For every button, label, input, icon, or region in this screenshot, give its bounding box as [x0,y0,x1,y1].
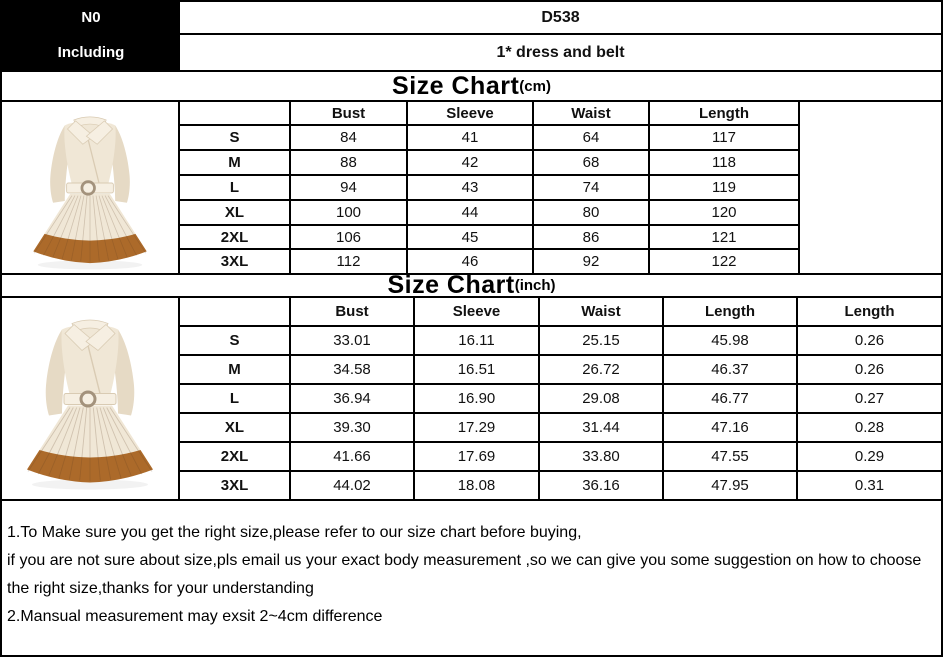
table-header-row [180,102,799,125]
cell-value: 43 [407,175,533,200]
product-no-row [2,2,941,35]
cell-value: 36.16 [539,471,663,499]
size-table-cm [180,102,800,273]
product-including-row [2,35,941,72]
cell-value: 118 [649,150,799,175]
size-chart-inch-section [2,298,941,499]
cell-value: 119 [649,175,799,200]
cell-value: 86 [533,225,649,250]
col-header-waist: Waist [533,102,649,125]
table-row [180,225,799,250]
cell-value: 16.11 [414,326,539,355]
size-label: M [180,150,290,175]
cell-value: 33.80 [539,442,663,471]
cell-value: 42 [407,150,533,175]
cell-value: 117 [649,125,799,150]
table-row [180,150,799,175]
cell-value: 121 [649,225,799,250]
size-label: 2XL [180,225,290,250]
size-label: L [180,384,290,413]
cell-value: 31.44 [539,413,663,442]
size-chart-inch-title-text: Size Chart [387,271,515,299]
including-label-cell [2,35,180,70]
dress-photo [2,298,178,499]
size-chart-inch-unit: (inch) [514,277,556,294]
cell-value: 45 [407,225,533,250]
col-header-sleeve: Sleeve [414,298,539,326]
size-chart-inch-title [2,273,941,298]
cell-value: 17.69 [414,442,539,471]
cell-value: 0.28 [797,413,941,442]
cell-value: 46.77 [663,384,797,413]
col-header-waist: Waist [539,298,663,326]
note-line: 1.To Make sure you get the right size,please refer to our size chart before buying, [7,524,582,541]
no-label-cell [2,2,180,33]
note-line: 2.Mansual measurement may exsit 2~4cm difference [7,608,383,625]
cell-value: 25.15 [539,326,663,355]
dress-illustration [33,117,146,270]
product-photo-cell-cm [2,102,180,273]
table-row [180,249,799,273]
cell-value: 39.30 [290,413,414,442]
size-col-header [180,298,290,326]
size-label: 3XL [180,471,290,499]
note-line: the right size,thanks for your understanding [7,580,314,597]
cell-value: 0.31 [854,477,885,495]
cell-value: 74 [533,175,649,200]
cell-value: 34.58 [290,355,414,384]
size-label: XL [180,413,290,442]
cell-value: 120 [649,200,799,225]
cell-value: 68 [533,150,649,175]
cell-value: 36.94 [290,384,414,413]
table-header-row [180,298,941,326]
table-row [180,175,799,200]
size-chart-cm-section [2,102,941,273]
col-header-length: Length [649,102,799,125]
size-table-inch [180,298,941,499]
size-label: M [180,355,290,384]
cell-value: 46.37 [663,355,797,384]
cell-value: 0.29 [797,442,941,471]
size-col-header [180,102,290,125]
table-row [180,471,941,499]
cell-value: 16.90 [414,384,539,413]
cell-value: 16.51 [414,355,539,384]
cell-value: 46 [407,249,533,273]
empty-right-cell [800,102,941,273]
size-label: 2XL [180,442,290,471]
table-row [180,442,941,471]
size-chart-cm-title-text: Size Chart [392,71,520,100]
sizing-notes [2,499,941,655]
table-row [180,413,941,442]
col-header-bust: Bust [290,102,407,125]
size-chart-cm-unit: (cm) [519,77,551,95]
no-value-cell [180,2,941,33]
cell-value: 33.01 [290,326,414,355]
no-label: N0 [81,9,101,26]
cell-value: 106 [290,225,407,250]
cell-value: 84 [290,125,407,150]
cell-value: 0.26 [797,355,941,384]
cell-value: 88 [290,150,407,175]
cell-value: 47.95 [663,471,797,499]
cell-value: 92 [533,249,649,273]
including-value-cell [180,35,941,70]
col-header-bust: Bust [290,298,414,326]
cell-value: 44 [407,200,533,225]
dress-belt [64,394,116,405]
including-label: Including [57,44,125,61]
cell-value: 64 [533,125,649,150]
cell-value: 112 [290,249,407,273]
col-header-sleeve: Sleeve [407,102,533,125]
cell-value: 45.98 [663,326,797,355]
product-photo-cell-inch [2,298,180,499]
table-row [180,125,799,150]
size-chart-cm-title [2,72,941,102]
cell-value: 29.08 [539,384,663,413]
cell-value: 44.02 [290,471,414,499]
cell-value: 47.16 [663,413,797,442]
cell-value: 100 [290,200,407,225]
cell-value: 47.55 [663,442,797,471]
cell-value: 94 [290,175,407,200]
including-value: 1* dress and belt [496,43,625,61]
cell-value: 122 [649,249,799,273]
col-header-length-2: Length [797,298,941,326]
size-label: 3XL [180,249,290,273]
col-header-length: Length [663,298,797,326]
size-label: XL [180,200,290,225]
cell-value: 0.26 [797,326,941,355]
cell-value: 18.08 [414,471,539,499]
dress-belt [67,183,114,193]
cell-value: 80 [533,200,649,225]
table-row [180,326,941,355]
note-line: if you are not sure about size,pls email us your exact body measurement ,so we can give you some suggestion on how to choose [7,552,922,569]
product-code: D538 [541,8,580,26]
cell-value: 17.29 [414,413,539,442]
cell-value: 41 [407,125,533,150]
dress-illustration [27,320,153,490]
table-row [180,355,941,384]
table-row [180,200,799,225]
size-label: S [180,125,290,150]
cell-value: 41.66 [290,442,414,471]
cell-value: 0.27 [797,384,941,413]
table-row [180,384,941,413]
dress-photo [2,102,178,273]
size-label: S [180,326,290,355]
cell-value: 26.72 [539,355,663,384]
size-label: L [180,175,290,200]
